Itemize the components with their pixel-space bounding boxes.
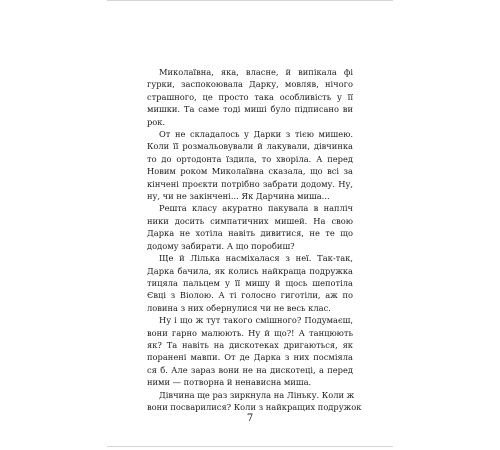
text-line: ловина з них обернулися чи не весь клас. (147, 302, 331, 313)
text-line: Миколаївна, яка, власне, й випікала фі (159, 67, 353, 77)
text-line: ну, чи не закінчені... Як Дарчина миша... (147, 191, 330, 202)
text-line: Ще й Лілька насміхалася з неї. Так-так, (159, 253, 353, 264)
text-line: страшного, це просто така особливість у її (147, 91, 353, 102)
top-divider (107, 0, 393, 1)
text-line: як? Та навіть на дискотеках дригаються, як (147, 339, 353, 350)
text-line: Ну і що ж тут такого смішного? Подумаєш, (159, 315, 353, 326)
text-line: ся б. Але зараз вони не на дискотеці, а перед (147, 364, 353, 375)
text-line: Дарка бачила, як колись найкраща подружка (147, 265, 353, 276)
text-line: гурки, заспокоювала Дарку, мовляв, нічого (147, 79, 353, 90)
text-line: Євці з Віолою. А ті голосно гиготіли, аж по (147, 290, 353, 301)
text-line: Новим роком Миколаївна сказала, що всі за (147, 166, 353, 177)
page-body-text (147, 66, 362, 413)
text-line: тицяла пальцем у її мишу й щось шепотіла (147, 277, 353, 288)
text-line: то до ортодонта їздила, то хворіла. А перед (147, 153, 353, 164)
text-line: ники досить симпатичних мишей. На свою (147, 215, 353, 226)
text-line: Дівчина ще раз зиркнула на Ліньку. Коли ж (159, 389, 355, 400)
text-line: рок. (147, 116, 166, 127)
text-line: Дарка не хотіла навіть дивитися, не те що (147, 228, 353, 239)
text-line: От не складалось у Дарки з тією мишею. (159, 129, 353, 140)
text-line: поранені мавпи. От де Дарка з них посміяла (147, 352, 353, 363)
bottom-divider (107, 446, 393, 447)
text-line: вони гарно малюють. Ну й що?! А танцюють (147, 327, 353, 338)
text-line: Коли її розмальовували й лакували, дівчинка (147, 141, 353, 152)
text-line: додому забирати. А що поробиш? (147, 240, 295, 251)
text-line: Решта класу акуратно пакувала в напліч (159, 203, 353, 214)
text-line: мишки. Та саме тоді миші було підписано ви (147, 104, 353, 115)
text-line: кінчені проєкти потрібно забрати додому. Ну, (147, 178, 353, 189)
page-number: 7 (246, 413, 254, 424)
text-line: вони посварилися? Коли з найкращих подружок (147, 401, 362, 412)
text-line: ними — потворна й ненависна миша. (147, 377, 312, 388)
